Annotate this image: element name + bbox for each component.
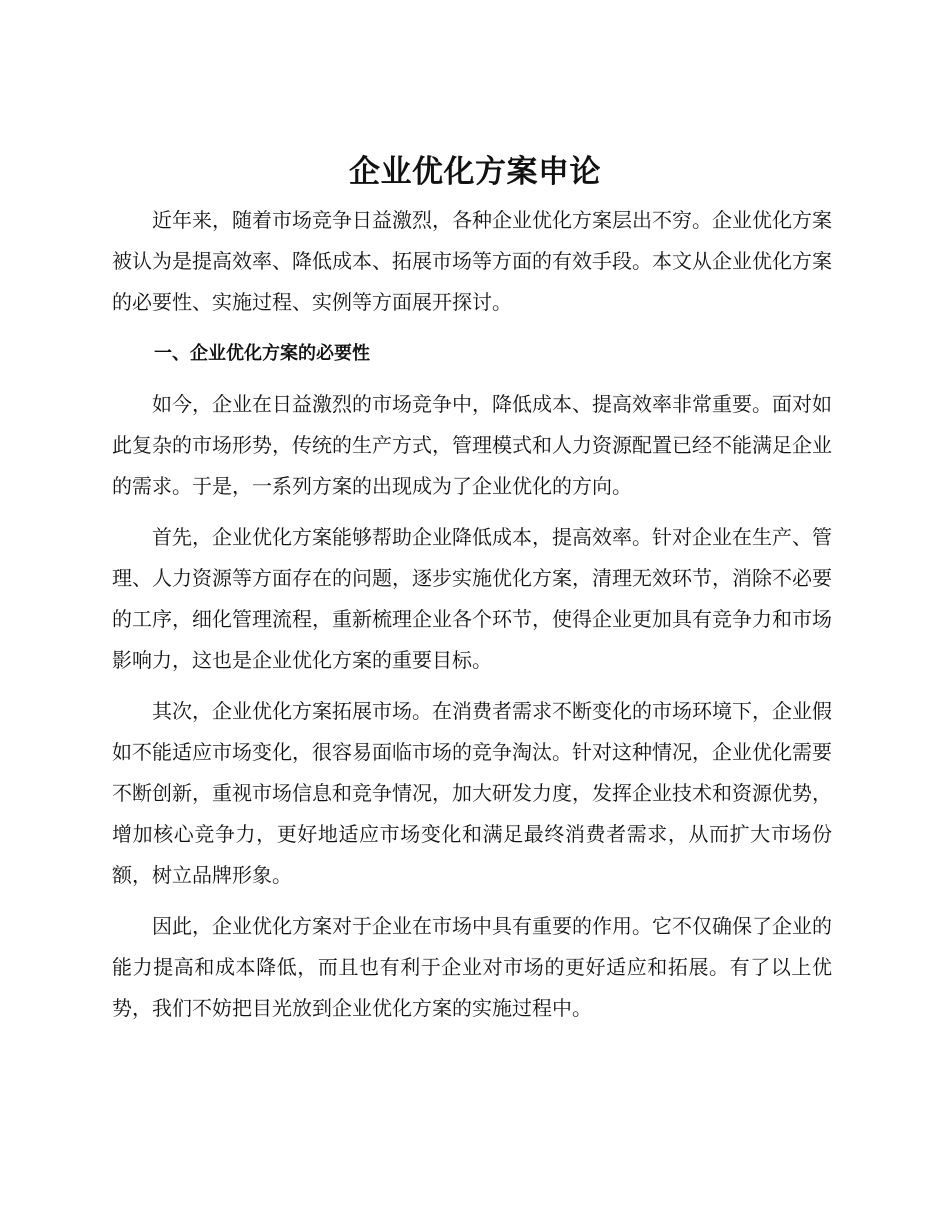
section-heading: 一、企业优化方案的必要性 (154, 343, 370, 364)
body-paragraph-2: 首先，企业优化方案能够帮助企业降低成本，提高效率。针对企业在生产、管理、人力资源等方面存在的问题，逐步实施优化方案，清理无效环节，消除不必要的工序，细化管理流程，重新梳理企业各个环节，使得企业更加具有竞争力和市场影响力，这也是企业优化方案的重要目标。 (112, 525, 832, 672)
body-paragraph-3: 其次，企业优化方案拓展市场。在消费者需求不断变化的市场环境下，企业假如不能适应市场变化，很容易面临市场的竞争淘汰。针对这种情况，企业优化需要不断创新，重视市场信息和竞争情况，加大研发力度，发挥企业技术和资源优势，增加核心竞争力，更好地适应市场变化和满足最终消费者需求，从而扩大市场份额，树立品牌形象。 (112, 699, 832, 887)
document-title: 企业优化方案申论 (349, 154, 601, 190)
intro-paragraph: 近年来，随着市场竞争日益激烈，各种企业优化方案层出不穷。企业优化方案被认为是提高效率、降低成本、拓展市场等方面的有效手段。本文从企业优化方案的必要性、实施过程、实例等方面展开探讨。 (112, 208, 832, 314)
body-paragraph-4: 因此，企业优化方案对于企业在市场中具有重要的作用。它不仅确保了企业的能力提高和成本降低，而且也有利于企业对市场的更好适应和拓展。有了以上优势，我们不妨把目光放到企业优化方案的实施过程中。 (112, 914, 832, 1020)
document-body (112, 200, 832, 1039)
body-paragraph-1: 如今，企业在日益激烈的市场竞争中，降低成本、提高效率非常重要。面对如此复杂的市场形势，传统的生产方式，管理模式和人力资源配置已经不能满足企业的需求。于是，一系列方案的出现成为了企业优化的方向。 (112, 392, 832, 498)
